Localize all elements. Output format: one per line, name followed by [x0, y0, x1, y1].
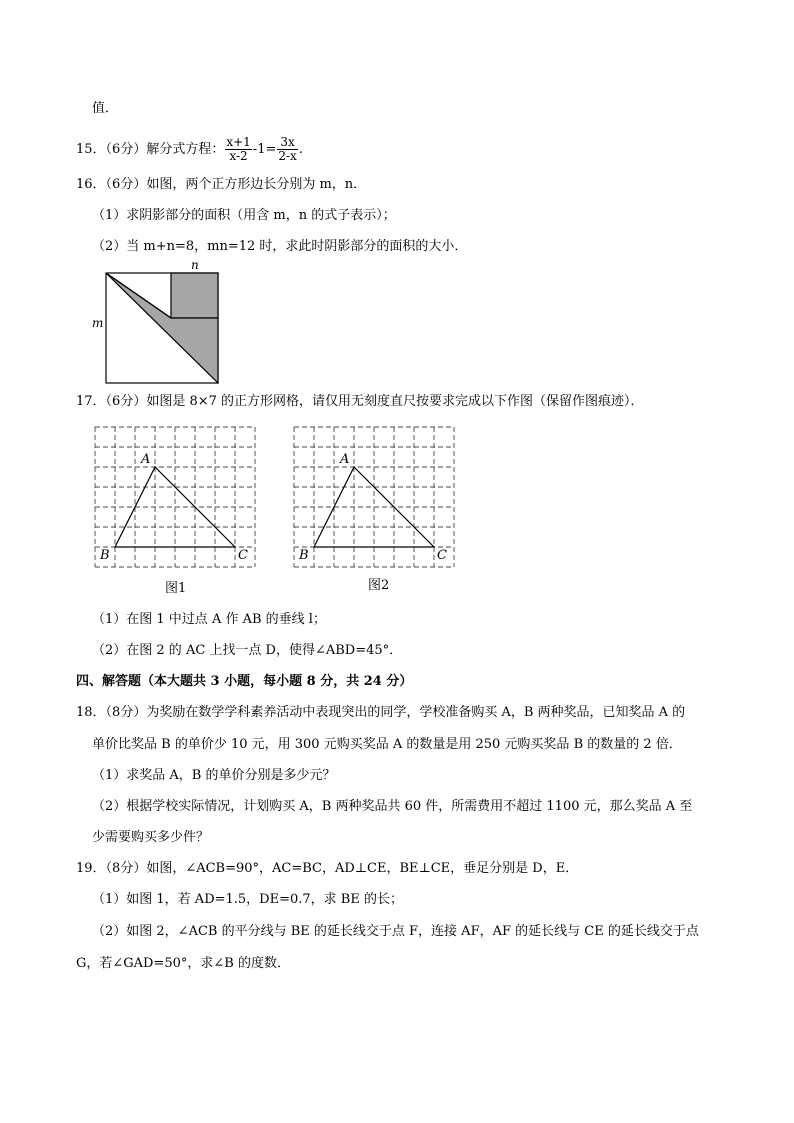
q16-line: 16．（6分）如图，两个正方形边长分别为 m，n． — [76, 177, 367, 192]
small-square-shaded — [171, 273, 218, 318]
q19-sub1: （1）如图 1，若 AD=1.5，DE=0.7，求 BE 的长； — [92, 892, 403, 907]
q19-line1: 19．（8分）如图，∠ACB=90°，AC=BC，AD⊥CE，BE⊥CE，垂足分别是 D，E． — [76, 861, 579, 876]
label-b: B — [299, 548, 309, 563]
q15-fraction-left — [225, 136, 251, 163]
q17-grid-figure-1 — [88, 420, 268, 572]
q15-line — [76, 136, 303, 163]
label-c: C — [238, 548, 248, 563]
label-a: A — [340, 452, 350, 467]
q17-sub2: （2）在图 2 的 AC 上找一点 D，使得∠ABD=45°． — [92, 643, 403, 658]
q16-squares-figure — [88, 254, 228, 386]
label-b: B — [100, 548, 110, 563]
frac-denominator: x-2 — [229, 149, 248, 163]
fig2-caption: 图2 — [368, 578, 390, 593]
q15-prefix: 15．（6分）解分式方程： — [76, 142, 225, 157]
q18-line1: 18．（8分）为奖励在数学学科素养活动中表现突出的同学，学校准备购买 A，B 两种奖品，已知奖品 A 的 — [76, 705, 686, 720]
q18-sub2b: 少需要购买多少件？ — [92, 830, 210, 845]
fig1-caption: 图1 — [165, 581, 187, 596]
q19-sub2a: （2）如图 2，∠ACB 的平分线与 BE 的延长线交于点 F，连接 AF，AF 的延长线与 CE 的延长线交于点 — [92, 924, 699, 939]
q17-grid-figure-2 — [287, 420, 467, 572]
q18-sub2a: （2）根据学校实际情况，计划购买 A，B 两种奖品共 60 件，所需费用不超过 1100 元，那么奖品 A 至 — [92, 799, 693, 814]
label-m: m — [92, 316, 104, 330]
frac-numerator: 3x — [277, 136, 297, 150]
label-a: A — [141, 452, 151, 467]
label-c: C — [437, 548, 447, 563]
q18-line2: 单价比奖品 B 的单价少 10 元，用 300 元购买奖品 A 的数量是用 250 元购买奖品 B 的数量的 2 倍． — [92, 737, 682, 752]
q15-end: . — [298, 142, 303, 157]
section-heading: 四、解答题（本大题共 3 小题，每小题 8 分，共 24 分） — [76, 674, 413, 689]
q15-mid: -1= — [252, 142, 277, 157]
label-n: n — [191, 258, 199, 272]
q14-tail: 值． — [92, 101, 119, 116]
q19-sub2b: G，若∠GAD=50°，求∠B 的度数． — [76, 956, 290, 971]
q17-line: 17．（6分）如图是 8×7 的正方形网格，请仅用无刻度直尺按要求完成以下作图（保留作图痕迹）． — [76, 394, 644, 409]
q15-fraction-right — [277, 136, 297, 163]
q16-sub2: （2）当 m+n=8，mn=12 时，求此时阴影部分的面积的大小． — [92, 239, 468, 254]
frac-denominator: 2-x — [278, 149, 297, 163]
q18-sub1: （1）求奖品 A，B 的单价分别是多少元？ — [92, 768, 336, 783]
frac-numerator: x+1 — [226, 135, 251, 149]
q17-sub1: （1）在图 1 中过点 A 作 AB 的垂线 l； — [92, 612, 326, 627]
q16-sub1: （1）求阴影部分的面积（用含 m，n 的式子表示）； — [92, 208, 396, 223]
